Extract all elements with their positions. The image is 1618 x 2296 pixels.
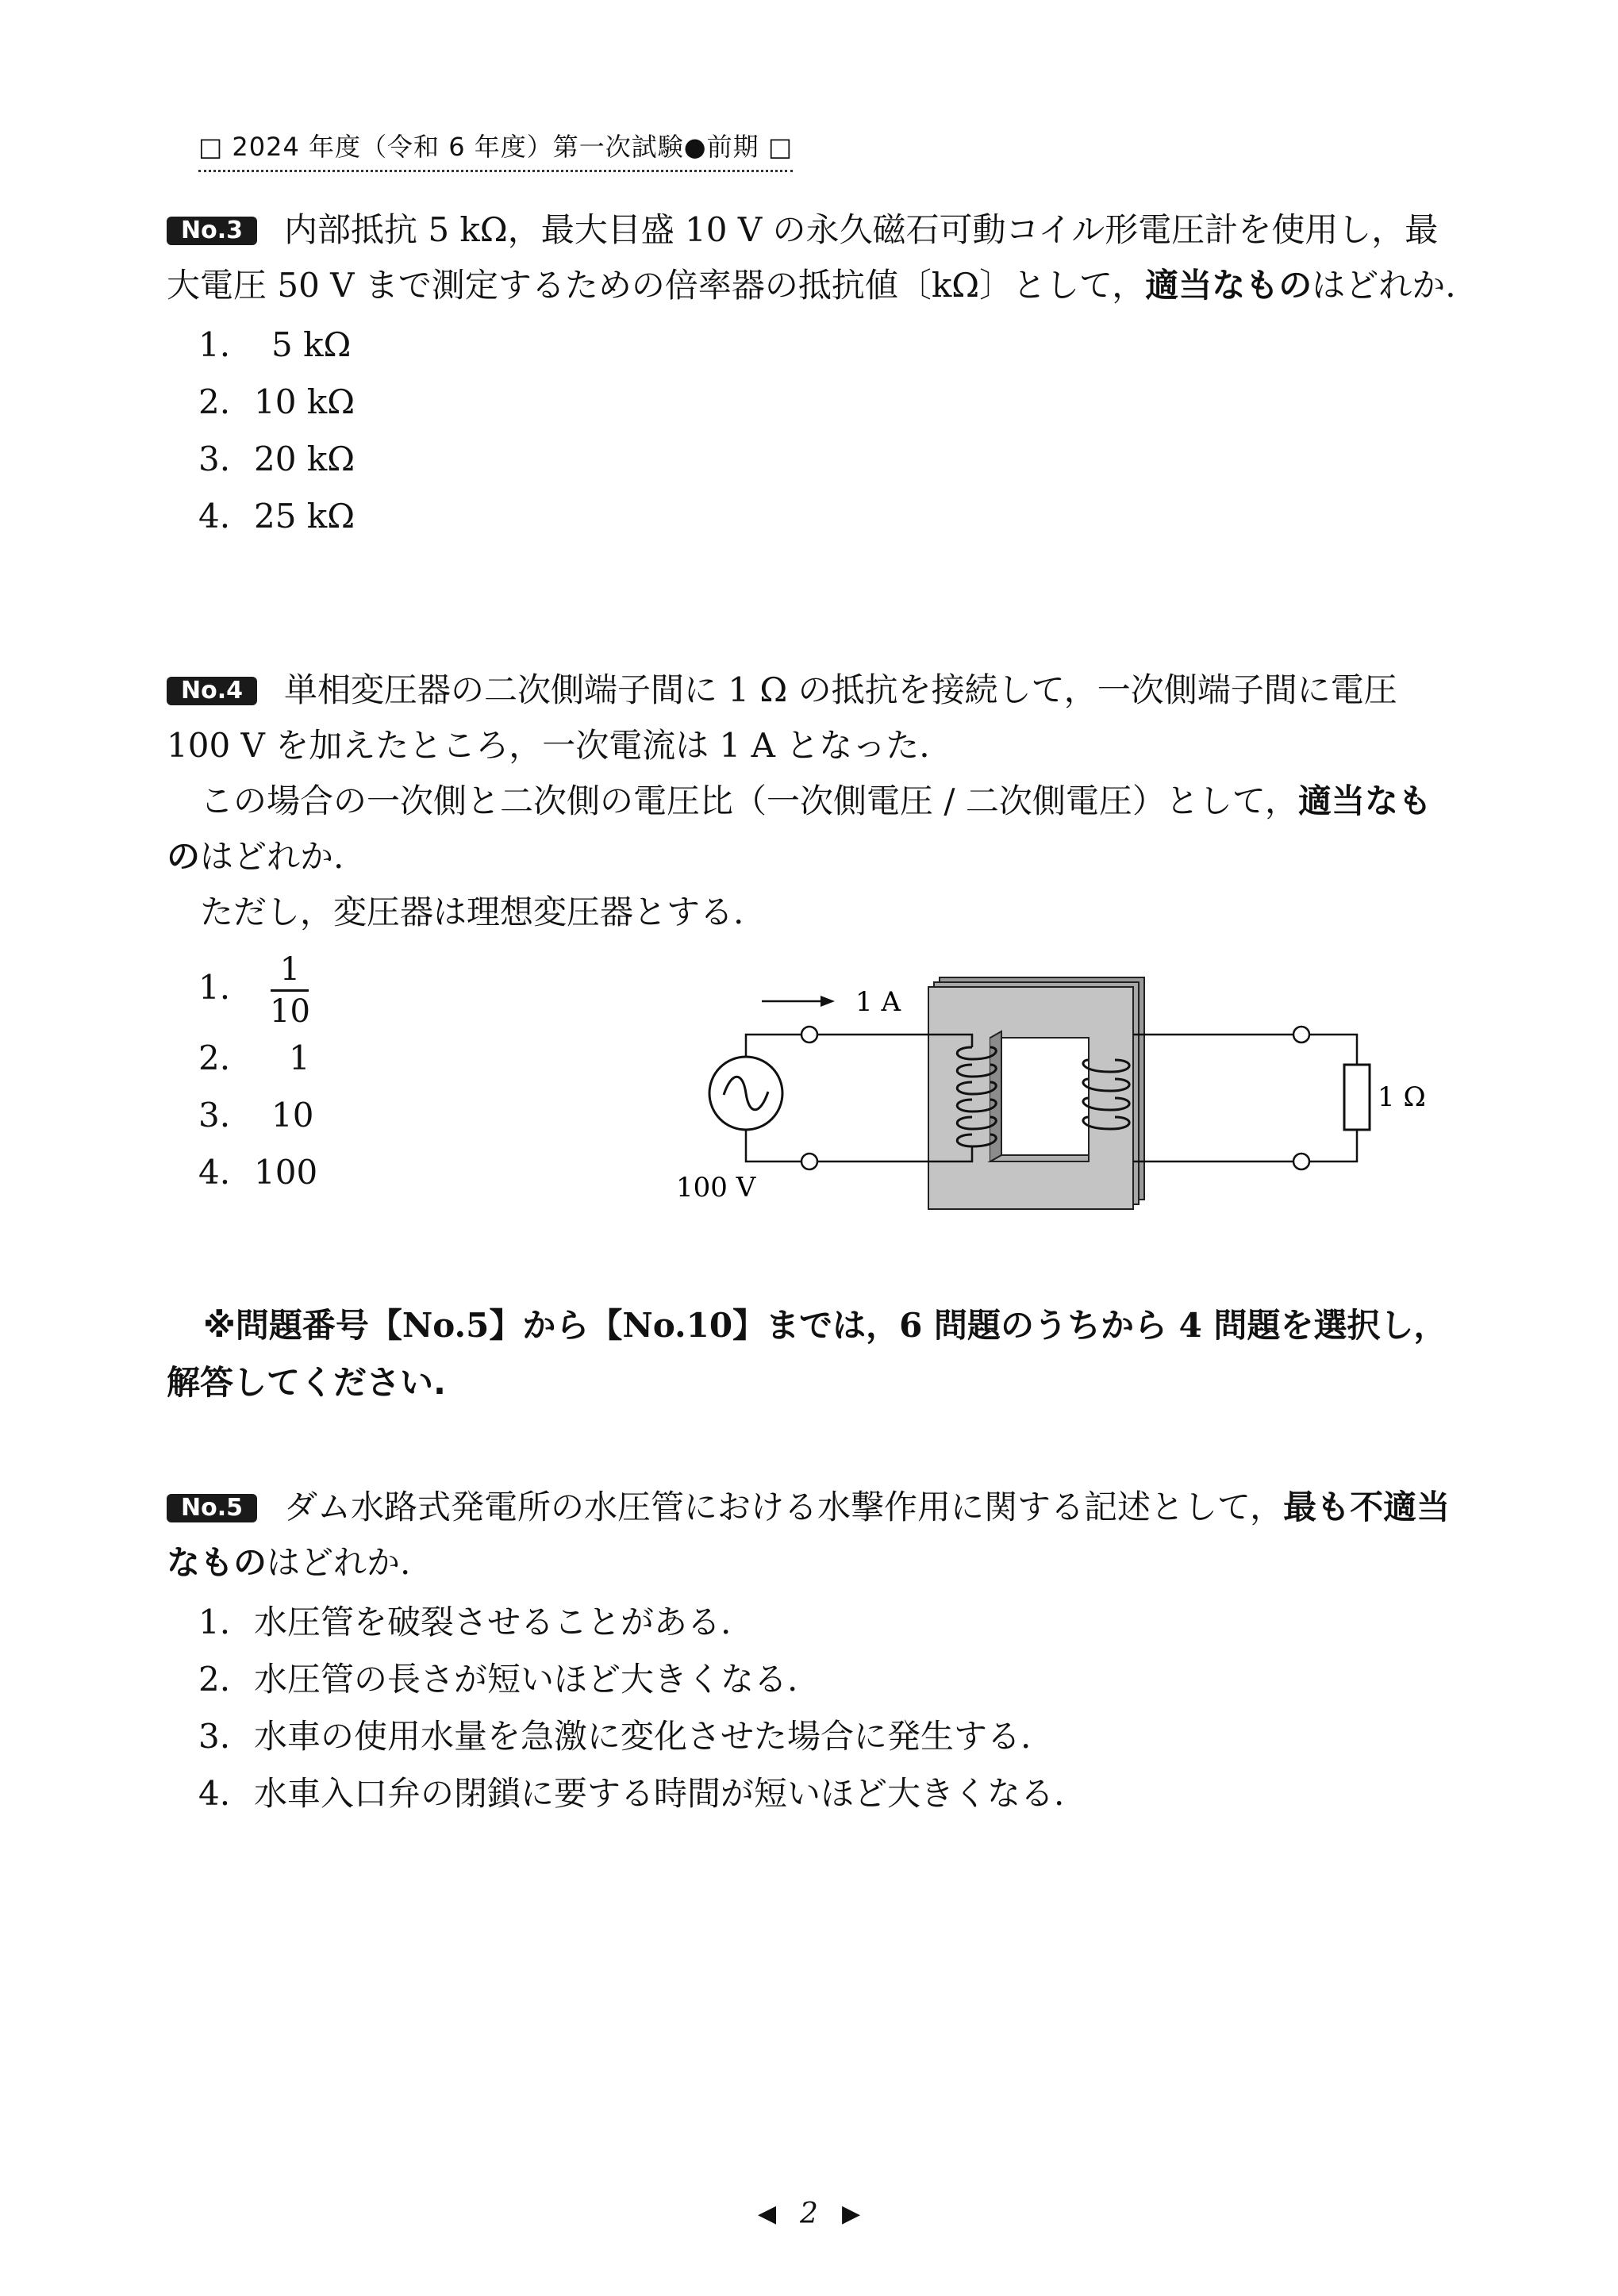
option — [198, 317, 1460, 374]
source-top-lead — [746, 1035, 805, 1057]
transformer-circuit-diagram — [659, 960, 1460, 1230]
option — [198, 374, 1460, 431]
secondary-circuit — [1133, 1035, 1357, 1161]
question-3-text-end: はどれか. — [1312, 266, 1456, 305]
core-window — [990, 1038, 1089, 1161]
note-text: 問題を選択し， — [1201, 1306, 1447, 1345]
question-4-badge: No.4 — [167, 677, 257, 705]
option-number: 1. — [198, 325, 231, 364]
question-4-emphasis: 適当なもの — [167, 781, 1432, 876]
option-number: 4. — [198, 1152, 231, 1192]
option-text: 水車入口弁の閉鎖に要する時間が短いほど大きくなる. — [254, 1774, 1065, 1813]
resistor-icon — [1344, 1065, 1370, 1130]
note-count-select: 4 — [1178, 1306, 1202, 1345]
question-5-text-end: はどれか. — [267, 1543, 411, 1582]
option-text: 10 — [271, 1095, 314, 1135]
fraction-numerator: 1 — [279, 950, 301, 988]
option-number: 4. — [198, 1774, 231, 1813]
question-3-text: 内部抵抗 5 kΩ，最大目盛 10 V の永久磁石可動コイル形電圧計を使用し，最大電圧 50 V まで測定するための倍率器の抵抗値〔kΩ〕として， — [167, 210, 1439, 305]
fraction — [270, 951, 310, 1030]
note-count-total: 6 — [899, 1306, 923, 1345]
secondary-terminal-bottom — [1293, 1154, 1309, 1169]
current-label: 1 A — [855, 986, 901, 1018]
question-5-options — [198, 1594, 1460, 1822]
selection-note-line-2: 解答してください. — [167, 1363, 446, 1402]
option-text: 20 kΩ — [254, 440, 355, 478]
option — [198, 1765, 1460, 1822]
option-text: 10 kΩ — [254, 382, 355, 421]
resistor-bottom-lead — [1306, 1130, 1357, 1161]
option — [198, 488, 1460, 545]
question-3-emphasis: 適当なもの — [1145, 266, 1312, 305]
page-header: □ 2024 年度（令和 6 年度）第一次試験●前期 □ — [198, 127, 793, 172]
question-5-emphasis: 最も不適当なもの — [167, 1488, 1451, 1582]
question-4-text-2: この場合の一次側と二次側の電圧比（一次側電圧 / 二次側電圧）として， — [200, 781, 1299, 820]
option-number: 2. — [198, 1660, 231, 1699]
option-text: 100 — [254, 1152, 318, 1192]
option — [198, 1651, 1460, 1708]
option-number: 3. — [198, 1717, 231, 1756]
option-number: 1. — [198, 1603, 231, 1641]
note-text: 】から【 — [489, 1306, 623, 1345]
note-question-to: No.10 — [622, 1306, 733, 1345]
question-5-stem — [167, 1480, 1460, 1591]
note-text: ※問題番号【 — [203, 1306, 402, 1345]
selection-note-line-1 — [167, 1297, 1468, 1354]
option — [198, 1594, 1460, 1651]
primary-terminal-bottom — [801, 1154, 817, 1169]
question-4-text-2-end: はどれか. — [200, 837, 344, 876]
option-text: 水車の使用水量を急激に変化させた場合に発生する. — [254, 1717, 1032, 1756]
resistor-top-lead — [1306, 1035, 1357, 1065]
page-footer — [0, 2198, 1618, 2230]
fraction-bar — [271, 989, 309, 992]
question-5-text: ダム水路式発電所の水圧管における水撃作用に関する記述として， — [284, 1488, 1284, 1526]
resistor-label: 1 Ω — [1378, 1081, 1426, 1113]
question-5-badge: No.5 — [167, 1494, 257, 1522]
note-text: 問題のうちから — [922, 1306, 1179, 1345]
question-4-text: 単相変圧器の二次側端子間に 1 Ω の抵抗を接続して，一次側端子間に電圧 100 V を加えたところ，一次電流は 1 A となった. — [167, 670, 1397, 765]
option-text: 5 kΩ — [271, 325, 352, 364]
option — [198, 1708, 1460, 1765]
fraction-denominator: 10 — [270, 993, 310, 1030]
question-3-options — [198, 317, 1460, 545]
core-window-bottom — [990, 1155, 1089, 1161]
option-text: 25 kΩ — [254, 497, 355, 536]
option-number: 2. — [198, 382, 231, 421]
page-number: 2 — [800, 2198, 818, 2230]
question-3-stem — [167, 202, 1460, 313]
next-page-icon: ▶ — [841, 2200, 861, 2228]
question-3-badge: No.3 — [167, 217, 257, 245]
secondary-terminal-top — [1293, 1027, 1309, 1042]
option-text: 水圧管の長さが短いほど大きくなる. — [254, 1660, 798, 1699]
option-number: 3. — [198, 1095, 231, 1135]
option-number: 3. — [198, 440, 231, 478]
note-text: 】までは， — [732, 1306, 900, 1345]
option-text: 1 — [289, 1038, 310, 1077]
option-number: 1. — [198, 968, 231, 1007]
source-bottom-lead — [746, 1130, 805, 1161]
question-5 — [167, 1480, 1460, 1822]
selection-note — [167, 1297, 1468, 1411]
question-3 — [167, 202, 1460, 545]
question-4-stem-2 — [167, 774, 1460, 885]
question-4-condition: ただし，変圧器は理想変圧器とする. — [200, 893, 744, 931]
prev-page-icon: ◀ — [757, 2200, 777, 2228]
option-number: 4. — [198, 497, 231, 536]
voltage-label: 100 V — [676, 1172, 756, 1204]
primary-terminal-top — [801, 1027, 817, 1042]
current-arrow-icon — [821, 996, 835, 1007]
option-text: 水圧管を破裂させることがある. — [254, 1603, 732, 1641]
question-4-stem — [167, 662, 1460, 774]
option-number: 2. — [198, 1038, 231, 1077]
option — [198, 431, 1460, 488]
note-question-from: No.5 — [402, 1306, 490, 1345]
